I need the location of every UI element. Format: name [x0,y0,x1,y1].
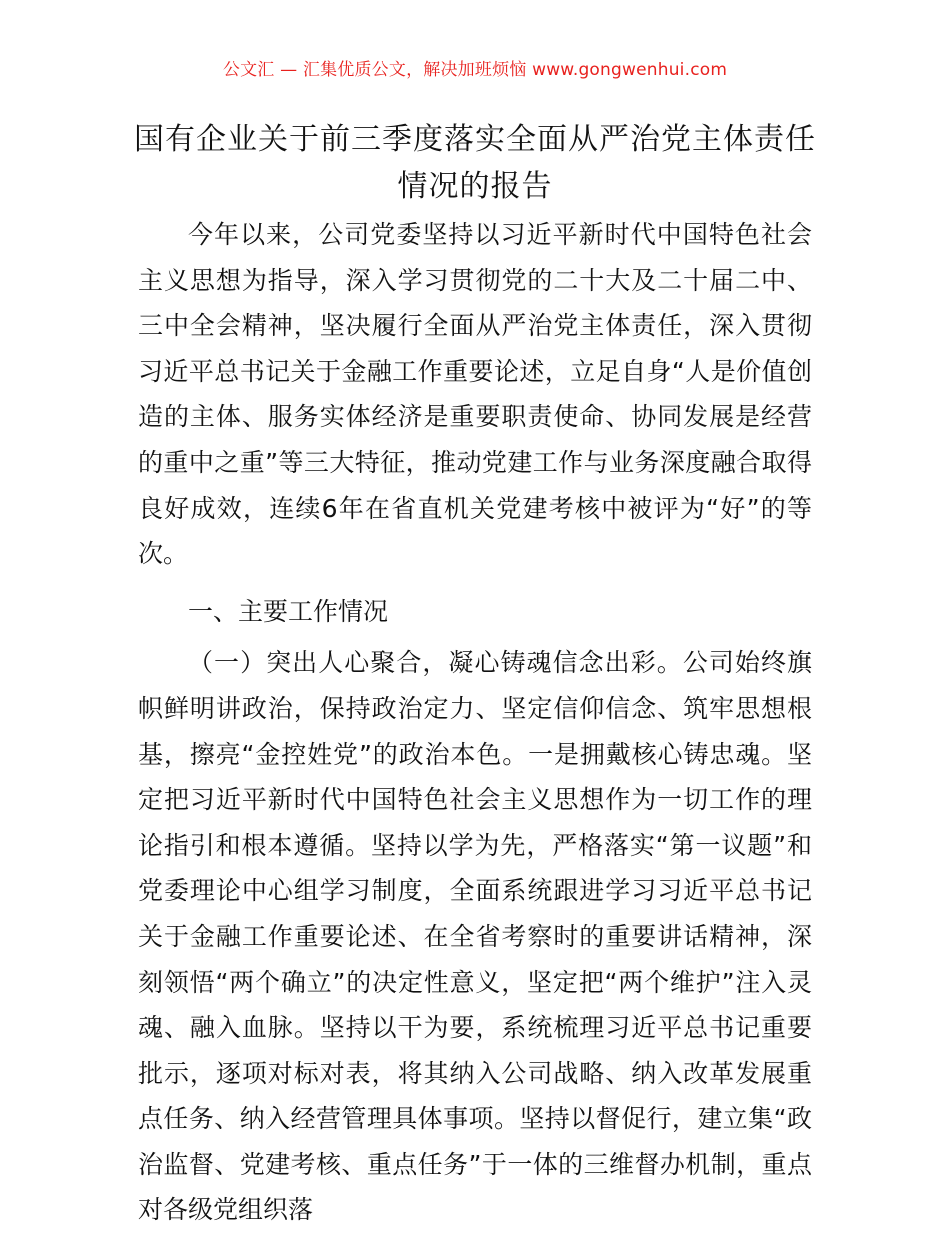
document-title: 国有企业关于前三季度落实全面从严治党主体责任情况的报告 [134,122,816,204]
body-paragraph: （一）突出人心聚合，凝心铸魂信念出彩。公司始终旗帜鲜明讲政治，保持政治定力、坚定信仰信念、筑牢思想根基，擦亮“金控姓党”的政治本色。一是拥戴核心铸忠魂。坚定把习近平新时代中国特色社会主义思想作为一切工作的理论指引和根本遵循。坚持以学为先，严格落实“第一议题”和党委理论中心组学习制度，全面系统跟进学习习近平总书记关于金融工作重要论述、在全省考察时的重要讲话精神，深刻领悟“两个确立”的决定性意义，坚定把“两个维护”注入灵魂、融入血脉。坚持以干为要，系统梳理习近平总书记重要批示，逐项对标对表，将其纳入公司战略、纳入改革发展重点任务、纳入经营管理具体事项。坚持以督促行，建立集“政治监督、党建考核、重点任务”于一体的三维督办机制，重点对各级党组织落 [138,648,812,1225]
section-heading: 一、主要工作情况 [188,596,389,626]
header-banner: 公文汇 — 汇集优质公文，解决加班烦恼 www.gongwenhui.com [222,60,728,80]
document-body [138,212,812,1233]
intro-paragraph: 今年以来，公司党委坚持以习近平新时代中国特色社会主义思想为指导，深入学习贯彻党的二十大及二十届二中、三中全会精神，坚决履行全面从严治党主体责任，深入贯彻习近平总书记关于金融工作重要论述，立足自身“人是价值创造的主体、服务实体经济是重要职责使命、协同发展是经营的重中之重”等三大特征，推动党建工作与业务深度融合取得良好成效，连续6年在省直机关党建考核中被评为“好”的等次。 [138,220,812,569]
